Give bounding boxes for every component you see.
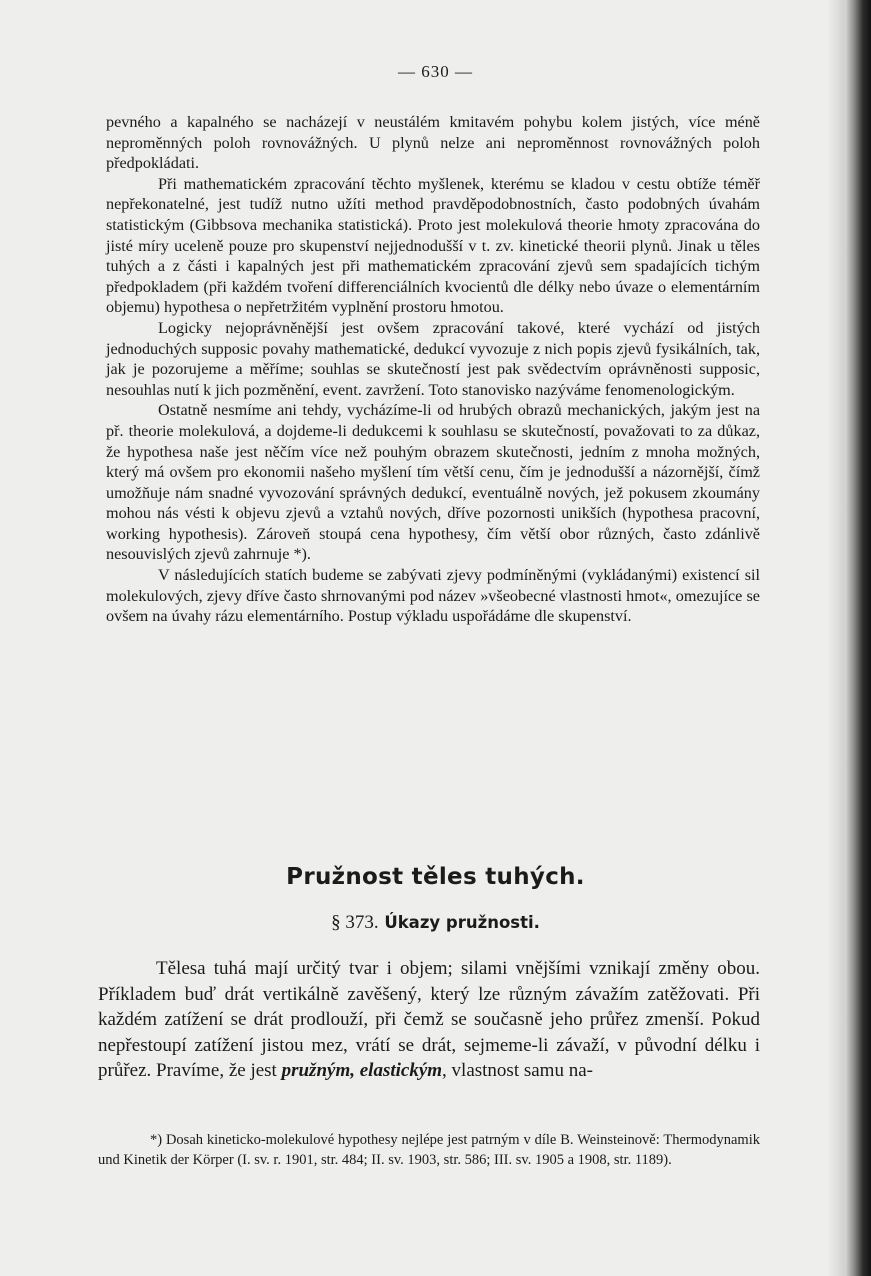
section-text-after: , vlastnost samu na- (442, 1060, 593, 1081)
footnote-text: *) Dosah kineticko-molekulové hypothesy nejlépe jest patrným v díle B. Weinsteinově: Thermodynamik und Kinetik der Körper (I. sv. r. 1901, str. 484; II. sv. 1903, str. 586; III. sv. 1905 a 1908, str. 1189). (98, 1132, 760, 1168)
paragraph-1: pevného a kapalného se nacházejí v neustálém kmitavém pohybu kolem jistých, více méně neproměnných poloh rovnovážných. U plynů nelze ani neproměnnost rovnovážných poloh předpokládati. (106, 113, 760, 173)
footnote (98, 1130, 760, 1170)
paragraph-5: V následujících statích budeme se zabývati zjevy podmíněnými (vykládanými) existencí sil molekulových, zjevy dříve často shrnovanými pod název »všeobecné vlastnosti hmot«, omezujíce se ovšem na úvahy rázu elementárního. Postup výkladu uspořádáme dle skupenství. (106, 566, 760, 626)
page-number: — 630 — (398, 62, 473, 81)
subsection-number: § 373. (331, 912, 379, 933)
subsection-title: Úkazy pružnosti. (384, 913, 540, 932)
section-emphasis: pružným, elastickým (281, 1060, 443, 1081)
section-title: Pružnost těles tuhých. (286, 864, 585, 890)
paragraph-3: Logicky nejoprávněnější jest ovšem zpracování takové, které vychází od jistých jednoduchých supposic povahy mathematické, dedukcí vyvozuje z nich popis zjevů fysikálních, tak, jak je pozorujeme a měříme; souhlas se skutečností jest pak svědectvím oprávněnosti supposic, nesouhlas nutí k jich pozměnění, event. zavržení. Toto stanovisko nazýváme fenomenologickým. (106, 318, 760, 399)
section-paragraph (98, 956, 760, 1084)
paragraph-2: Při mathematickém zpracování těchto myšlenek, kterému se kladou v cestu obtíže téměř nepřekonatelné, jest tudíž nutno užíti method pravděpodobnostních, často podobných úvahám statistickým (Gibbsova mechanika statistická). Proto jest molekulová theorie hmoty zpracována do jisté míry uceleně pouze pro skupenství nejjednodušší v t. zv. kinetické theorii plynů. Jinak u těles tuhých a z části i kapalných jest při mathematickém zpracování zjevů sem spadajících tichým předpokladem (při každém tvoření differenciálních kvocientů dle délky nebo úvaze o elementárním objemu) hypothesa o nepřetržitém vyplnění prostoru hmotou. (106, 174, 760, 317)
page-binding-edge (845, 0, 871, 1276)
body-text (106, 112, 760, 627)
subsection-heading (0, 912, 871, 934)
page-gutter-shadow (827, 0, 845, 1276)
paragraph-4: Ostatně nesmíme ani tehdy, vycházíme-li od hrubých obrazů mechanických, jakým jest na př. theorie molekulová, a dojdeme-li dedukcemi k souhlasu se skutečností, považovati to za důkaz, že hypothesa naše jest něčím více než pouhým obrazem skutečnosti, jedním z mnoha možných, který má ovšem pro ekonomii našeho myšlení tím větší cenu, čím je jednodušší a názornější, čímž umožňuje nám snadné vyvozování správných dedukcí, eventuálně nových, jež pokusem zkoumány mohou nás vésti k objevu zjevů a vztahů nových, dříve pozornosti unikších (hypothesa pracovní, working hypothesis). Zároveň stoupá cena hypothesy, čím větší obor různých, často zdánlivě nesouvislých zjevů zahrnuje *). (106, 401, 760, 564)
section-text (98, 956, 760, 1084)
section-text-before: Tělesa tuhá mají určitý tvar i objem; silami vnějšími vznikají změny obou. Příkladem buď drát vertikálně zavěšený, který lze různým závažím zatěžovati. Při každém zatížení se drát prodlouží, při čemž se současně jeho průřez zmenší. Pokud nepřestoupí zatížení jistou mez, vrátí se drát, sejmeme-li závaží, v původní délku i průřez. Pravíme, že jest (98, 958, 760, 1081)
